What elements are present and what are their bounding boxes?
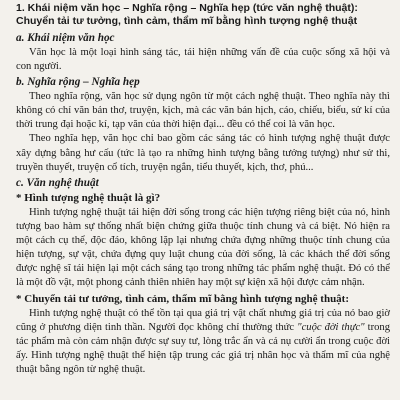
paragraph-a1: Văn học là một loại hình sáng tác, tái hiện những vấn đề của cuộc sống xã hội và con người. [16, 46, 390, 72]
heading-c: c. Văn nghệ thuật [16, 176, 99, 189]
paragraph-c2-end: trong tác phẩm mà còn cảm nhận được sự suy tư, lòng trắc ẩn và cả nụ cười ẩn trong cuộc đời ấy. Hình tượng nghệ thuật thể hiện tập trung các giá trị nhân học và thẩm mĩ của nghệ thuật bằng ngôn từ nghệ thuật. [16, 321, 390, 375]
quote-real-life: "cuộc đời thực" [297, 321, 365, 333]
heading-b: b. Nghĩa rộng – Nghĩa hẹp [16, 76, 140, 89]
paragraph-c1: Hình tượng nghệ thuật tái hiện đời sống trong các hiện tượng riêng biệt của nó, hình tượng bao hàm sự thống nhất biện chứng giữa thuộc tính chung và cá biệt. Nó hiện ra một cách cụ thể, độc đáo, không lặp lại nhưng chứa đựng những thuộc tính chung của hiện tượng, sự vật, chứa đựng quy luật chung của đời sống, là các khách thể đời sống được nghệ sĩ tái hiện lại một cách sáng tạo trong những tác phẩm nghệ thuật. Đó có thể là một đồ vật, một phong cảnh thiên nhiên hay một sự kiện xã hội được cảm nhận. [16, 206, 390, 289]
paragraph-c2-start: Hình tượng nghệ thuật có thể tồn tại qua giá trị vật chất nhưng giá trị của nó bao giờ cũng ở phương diện tinh thần. Người đọc không chỉ thường thức [16, 307, 390, 333]
section-title: 1. Khái niệm văn học – Nghĩa rộng – Nghĩa hẹp (tức văn nghệ thuật): Chuyển tải tư tưởng, tình cảm, thẩm mĩ bằng hình tượng nghệ thuật [16, 2, 358, 28]
paragraph-c2 [16, 307, 390, 377]
paragraph-b2: Theo nghĩa hẹp, văn học chỉ bao gồm các sáng tác có hình tượng nghệ thuật được xây dựng bằng hư cấu (tức là tạo ra những hình tượng bằng tưởng tượng) như sử thi, truyền thuyết, truyện cổ tích, truyện ngắn, tiểu thuyết, kịch, thơ, phú... [16, 133, 390, 173]
heading-a: a. Khái niệm văn học [16, 31, 115, 44]
question-2: * Chuyển tải tư tưởng, tình cảm, thẩm mĩ bằng hình tượng nghệ thuật: [16, 292, 350, 305]
paragraph-b1: Theo nghĩa rộng, văn học sử dụng ngôn từ một cách nghệ thuật. Theo nghĩa này thì không có chỉ văn bản thơ, truyện, kịch, mà các văn bản hịch, cáo, chiếu, biểu, sử kí của thời trung đại hoặc kí, tạp văn của thời hiện đại... đều có thể coi là văn học. [16, 91, 390, 131]
question-1: * Hình tượng nghệ thuật là gì? [16, 191, 161, 204]
